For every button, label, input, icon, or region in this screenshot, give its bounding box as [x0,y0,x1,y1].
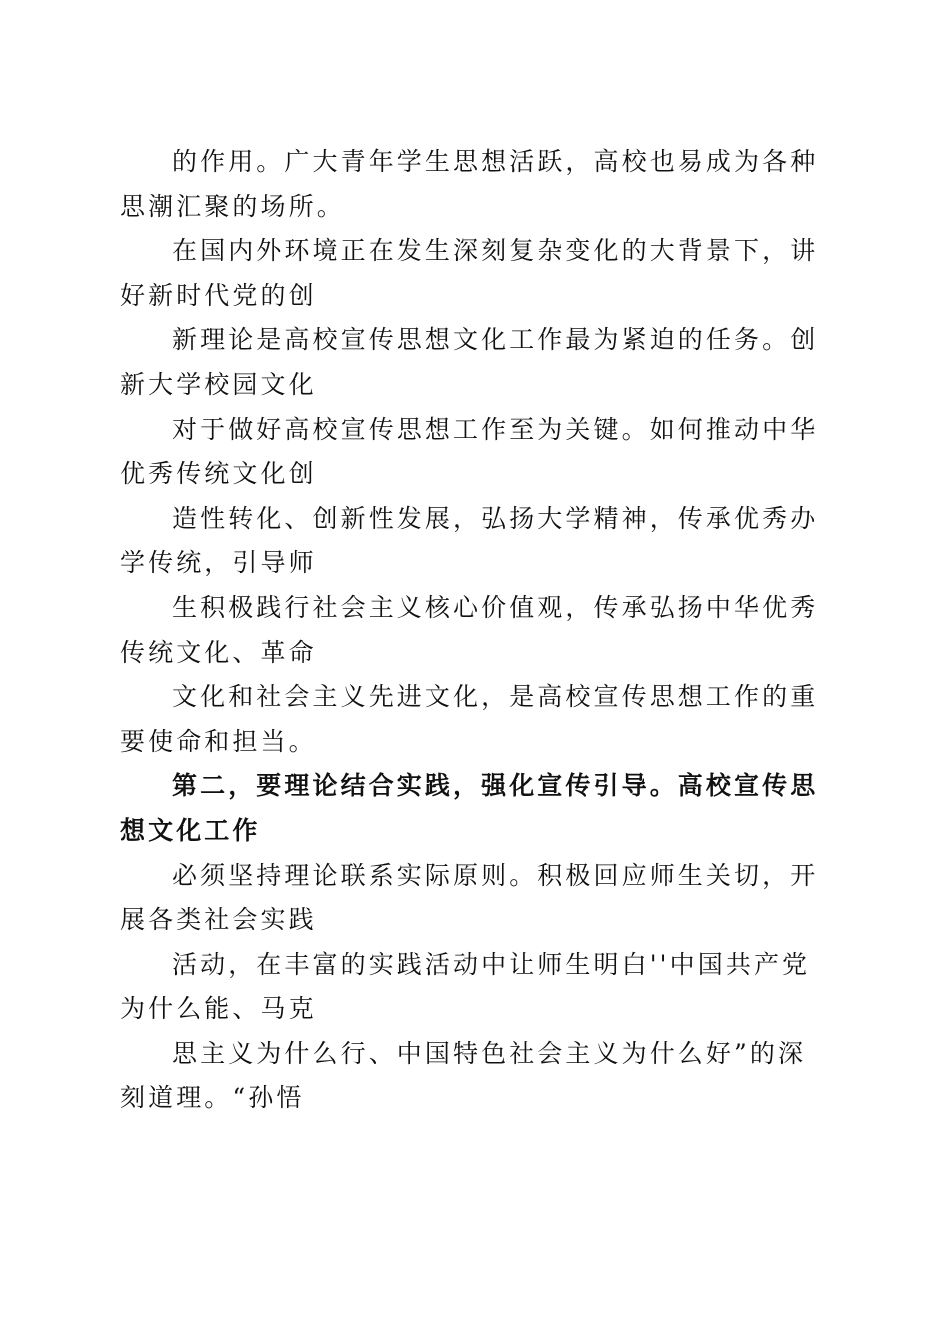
document-body [120,140,824,1121]
paragraph-3: 新理论是高校宣传思想文化工作最为紧迫的任务。创新大学校园文化 [120,325,819,399]
paragraph-6: 生积极践行社会主义核心价值观，传承弘扬中华优秀传统文化、革命 [120,592,819,667]
paragraph-7: 文化和社会主义先进文化，是高校宣传思想工作的重要使命和担当。 [120,682,819,756]
paragraph-4: 对于做好高校宣传思想工作至为关键。如何推动中华优秀传统文化创 [120,414,819,489]
paragraph-9: 必须坚持理论联系实际原则。积极回应师生关切，开展各类社会实践 [120,860,819,935]
paragraph-11: 思主义为什么行、中国特色社会主义为什么好”的深刻道理。“孙悟 [120,1038,807,1113]
paragraph-5: 造性转化、创新性发展，弘扬大学精神，传承优秀办学传统，引导师 [120,503,819,578]
paragraph-1: 的作用。广大青年学生思想活跃，高校也易成为各种思潮汇聚的场所。 [120,147,819,221]
paragraph-8-heading: 第二，要理论结合实践，强化宣传引导。高校宣传思想文化工作 [120,771,819,845]
paragraph-10: 活动，在丰富的实践活动中让师生明白''中国共产党为什么能、马克 [120,949,811,1024]
paragraph-2: 在国内外环境正在发生深刻复杂变化的大背景下，讲好新时代党的创 [120,236,819,310]
